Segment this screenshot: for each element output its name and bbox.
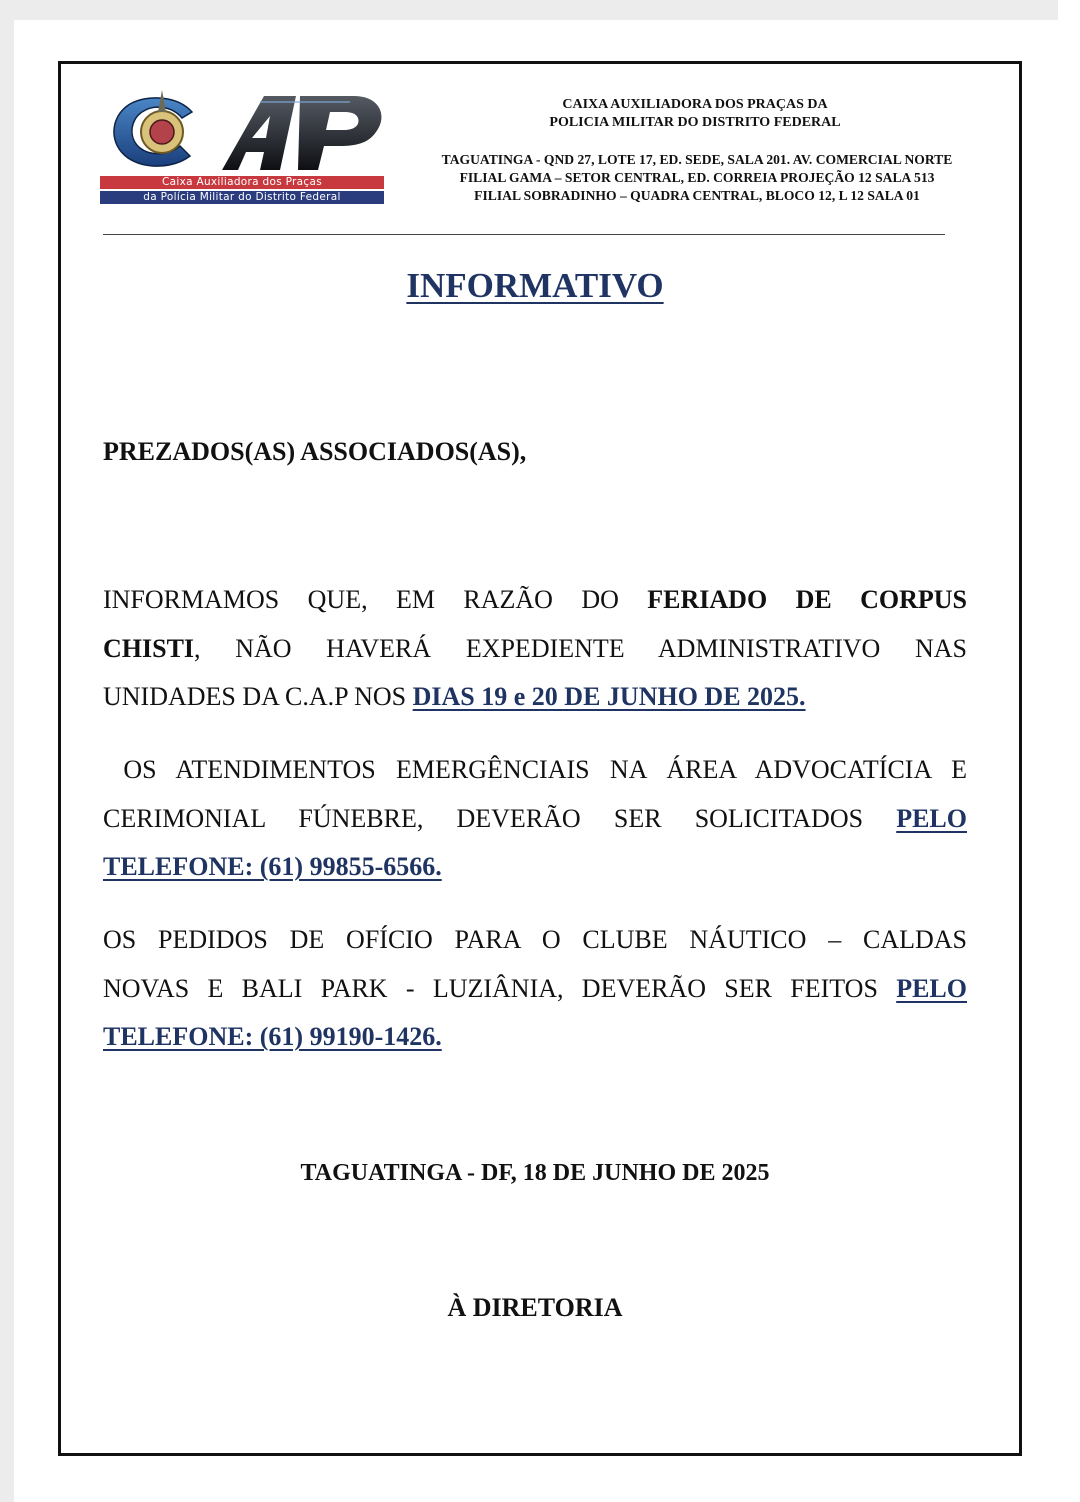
logo-emblem-center xyxy=(150,120,174,144)
address-line-3: FILIAL SOBRADINHO – QUADRA CENTRAL, BLOCO 12, L 12 SALA 01 xyxy=(474,188,920,203)
paragraph-club-requests xyxy=(103,916,967,1062)
paragraph-emergency-contact xyxy=(103,746,967,892)
header-divider xyxy=(103,234,945,235)
emergency-phone-number: TELEFONE: (61) 99855-6566. xyxy=(103,852,442,881)
document-title: INFORMATIVO xyxy=(406,266,664,305)
paragraph-1-line-2 xyxy=(103,625,967,674)
cap-logo-mark xyxy=(100,82,386,178)
paragraph-holiday-notice xyxy=(103,576,967,722)
text-run: , NÃO HAVERÁ EXPEDIENTE ADMINISTRATIVO NAS xyxy=(194,633,967,663)
logo-band-red: Caixa Auxiliadora dos Praças xyxy=(100,176,384,189)
paragraph-3-line-1 xyxy=(103,916,967,965)
place-and-date: TAGUATINGA - DF, 18 DE JUNHO DE 2025 xyxy=(300,1160,770,1186)
paragraph-2-line-3 xyxy=(103,843,967,892)
holiday-name-bold-continued: CHISTI xyxy=(103,633,195,663)
logo-p-letter xyxy=(298,96,381,170)
paragraph-1-line-3 xyxy=(103,673,967,722)
org-name-line-1: CAIXA AUXILIADORA DOS PRAÇAS DA xyxy=(562,97,828,112)
paragraph-2-line-1 xyxy=(103,746,967,795)
logo-a-letter xyxy=(222,96,296,170)
paragraph-3-line-2 xyxy=(103,965,967,1014)
holiday-name-bold: FERIADO DE CORPUS xyxy=(647,585,967,614)
address-line-2: FILIAL GAMA – SETOR CENTRAL, ED. CORREIA PROJEÇÃO 12 SALA 513 xyxy=(459,170,935,185)
text-run: CERIMONIAL FÚNEBRE, DEVERÃO SER SOLICITADOS xyxy=(103,803,897,833)
text-run: OS ATENDIMENTOS EMERGÊNCIAIS NA ÁREA ADVOCATÍCIA E xyxy=(103,755,967,784)
cap-logo xyxy=(100,82,386,208)
text-run: INFORMAMOS QUE, EM RAZÃO DO xyxy=(103,585,648,614)
phone-highlight-start: PELO xyxy=(896,803,967,833)
background-margin-left xyxy=(0,0,14,1502)
logo-band-blue: da Polícia Militar do Distrito Federal xyxy=(100,191,384,204)
background-margin-top xyxy=(0,0,1058,20)
holiday-dates-highlight: DIAS 19 e 20 DE JUNHO DE 2025. xyxy=(412,682,806,711)
text-run: NOVAS E BALI PARK - LUZIÂNIA, DEVERÃO SER FEITOS xyxy=(103,973,897,1003)
greeting: PREZADOS(AS) ASSOCIADOS(AS), xyxy=(103,437,527,466)
text-run: UNIDADES DA C.A.P NOS xyxy=(103,682,413,711)
paragraph-2-line-2 xyxy=(103,795,967,844)
address-line-1: TAGUATINGA - QND 27, LOTE 17, ED. SEDE, SALA 201. AV. COMERCIAL NORTE xyxy=(441,152,953,167)
club-phone-number: TELEFONE: (61) 99190-1426. xyxy=(103,1022,442,1051)
paragraph-3-line-3 xyxy=(103,1013,967,1062)
org-name-line-2: POLICIA MILITAR DO DISTRITO FEDERAL xyxy=(549,115,841,130)
paragraph-1-line-1 xyxy=(103,576,967,625)
signature: À DIRETORIA xyxy=(447,1293,623,1322)
phone-highlight-start: PELO xyxy=(896,973,967,1003)
text-run: OS PEDIDOS DE OFÍCIO PARA O CLUBE NÁUTICO – CALDAS xyxy=(103,925,967,954)
